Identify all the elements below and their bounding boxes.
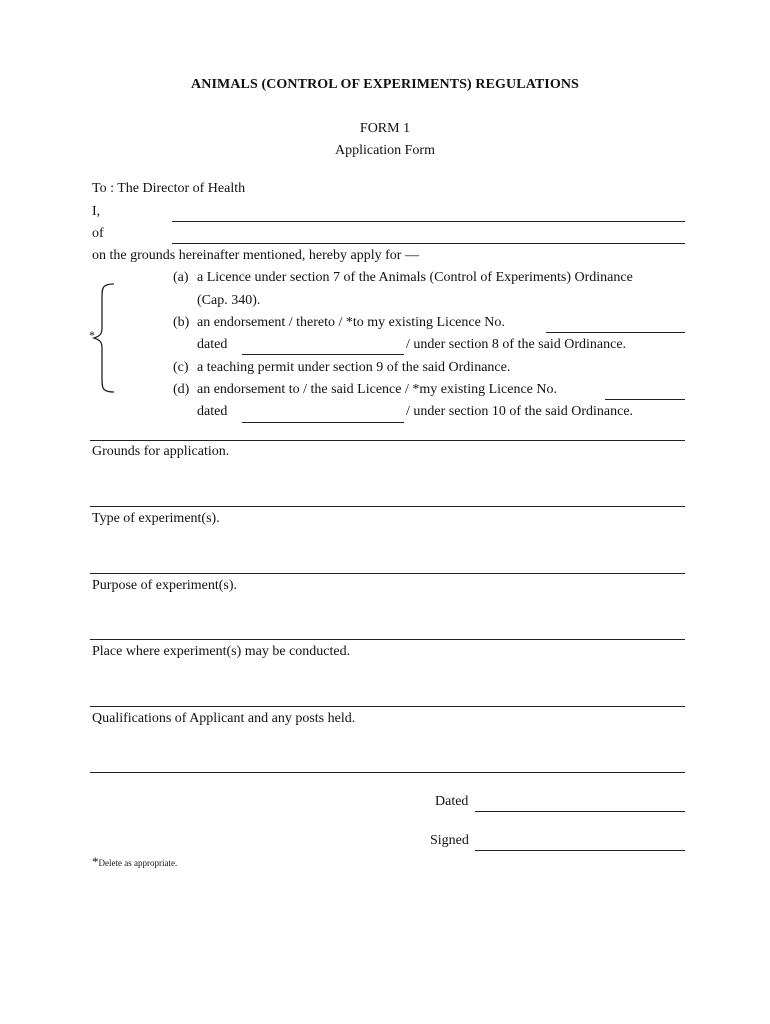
option-b-licence-no-field[interactable] — [546, 332, 685, 333]
applicant-name-field[interactable] — [172, 221, 685, 222]
signature-field[interactable] — [475, 850, 685, 851]
form-title: ANIMALS (CONTROL OF EXPERIMENTS) REGULATIONS — [191, 77, 579, 92]
qualifications-answer-line[interactable] — [90, 772, 685, 773]
option-b-label: (b) — [173, 315, 190, 330]
footnote-star: * — [92, 854, 99, 869]
place-answer-line[interactable] — [90, 706, 685, 707]
option-a-text-cont: (Cap. 340). — [197, 293, 261, 308]
option-b-suffix: / under section 8 of the said Ordinance. — [406, 337, 627, 352]
form-name: Application Form — [335, 143, 435, 158]
option-c-label: (c) — [173, 360, 189, 375]
form-number: FORM 1 — [359, 121, 411, 136]
addressee: To : The Director of Health — [92, 181, 246, 196]
option-b-text: an endorsement / thereto / *to my existing Licence No. — [197, 315, 505, 330]
option-d-suffix: / under section 10 of the said Ordinance. — [406, 404, 634, 419]
option-d-licence-no-field[interactable] — [605, 399, 685, 400]
qualifications-heading: Qualifications of Applicant and any posts held. — [92, 711, 356, 726]
footnote-text: Delete as appropriate. — [98, 858, 178, 868]
purpose-answer-line[interactable] — [90, 639, 685, 640]
option-c-text: a teaching permit under section 9 of the said Ordinance. — [197, 360, 511, 375]
applicant-address-field[interactable] — [172, 243, 685, 244]
type-heading: Type of experiment(s). — [92, 511, 220, 526]
dated-label: Dated — [435, 794, 469, 809]
signed-label: Signed — [430, 833, 469, 848]
footnote — [92, 854, 177, 870]
grounds-heading: Grounds for application. — [92, 444, 230, 459]
option-d-text: an endorsement to / the said Licence / *my existing Licence No. — [197, 382, 557, 397]
address-label: of — [92, 226, 104, 241]
applicant-label: I, — [92, 204, 101, 219]
option-b-date-field[interactable] — [242, 354, 404, 355]
grounds-answer-line[interactable] — [90, 506, 685, 507]
option-a-label: (a) — [173, 270, 189, 285]
option-d-label: (d) — [173, 382, 190, 397]
option-a-text: a Licence under section 7 of the Animals (Control of Experiments) Ordinance — [197, 270, 633, 285]
option-d-date-field[interactable] — [242, 422, 404, 423]
purpose-heading: Purpose of experiment(s). — [92, 578, 238, 593]
option-d-dated-label: dated — [197, 404, 228, 419]
option-b-dated-label: dated — [197, 337, 228, 352]
type-answer-line[interactable] — [90, 573, 685, 574]
divider — [90, 440, 685, 441]
intro-text: on the grounds hereinafter mentioned, hereby apply for — — [92, 248, 419, 263]
bracket-star: * — [89, 328, 95, 342]
place-heading: Place where experiment(s) may be conducted. — [92, 644, 351, 659]
dated-field[interactable] — [475, 811, 685, 812]
